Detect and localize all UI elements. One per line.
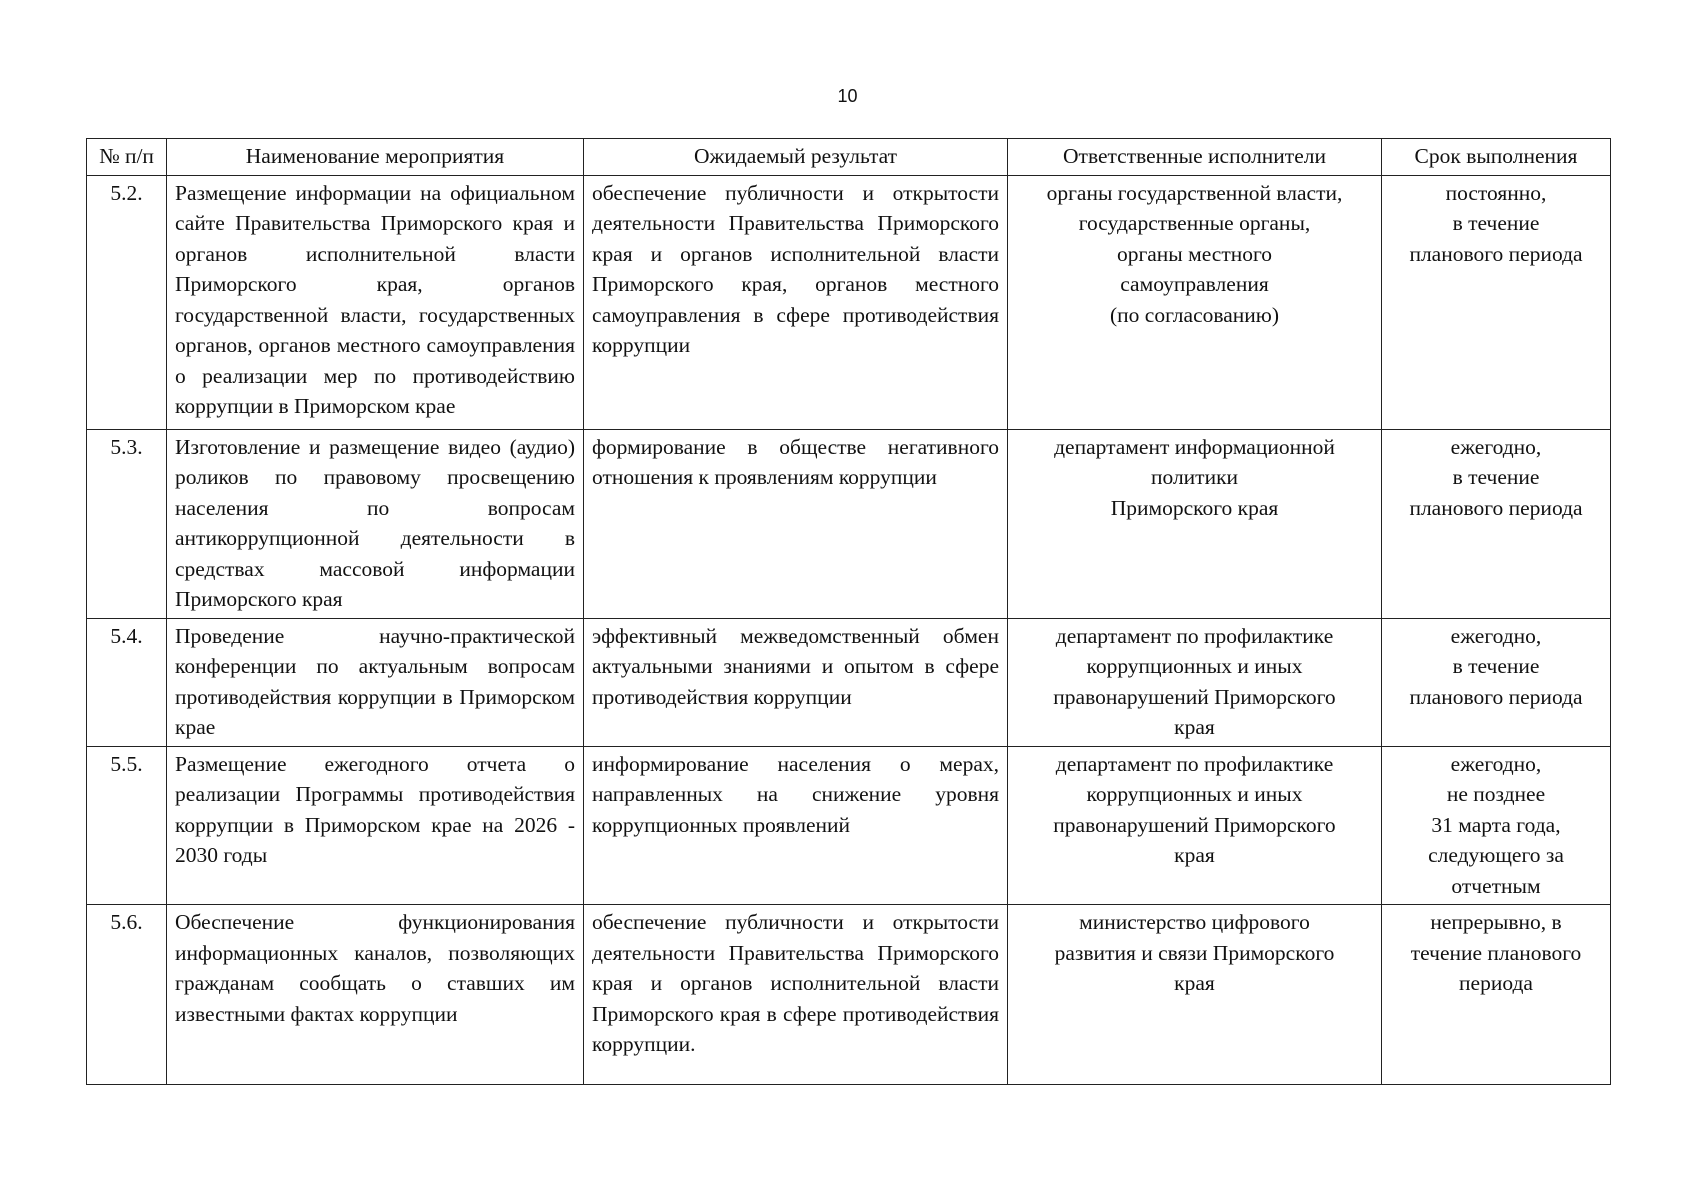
term-line: периода — [1459, 971, 1533, 995]
term-line: ежегодно, — [1450, 434, 1542, 459]
responsible-executors — [1008, 618, 1382, 746]
page-number: 10 — [837, 86, 858, 106]
expected-result: обеспечение публичности и открытости деятельности Правительства Приморского края и органов исполнительной власти Приморского края, органов местного самоуправления в сфере противодействия коррупции — [584, 175, 1008, 429]
term-line: планового периода — [1409, 495, 1583, 520]
executors-line: Приморского края — [1110, 495, 1279, 520]
term-line: ежегодно, — [1450, 751, 1542, 776]
term-line: течение планового — [1410, 940, 1582, 965]
activity-name: Размещение информации на официальном сайте Правительства Приморского края и органов исполнительной власти Приморского края, органов государственной власти, государственных органов, органов местного самоуправления о реализации мер по противодействию коррупции в Приморском крае — [167, 175, 584, 429]
term-line: постоянно, — [1445, 180, 1547, 205]
activity-name: Обеспечение функционирования информационных каналов, позволяющих гражданам сообщать о ставших им известными фактах коррупции — [167, 905, 584, 1085]
header-num: № п/п — [87, 139, 167, 176]
executors-line: развития и связи Приморского — [1054, 940, 1335, 965]
expected-result: обеспечение публичности и открытости деятельности Правительства Приморского края и органов исполнительной власти Приморского края в сфере противодействия коррупции. — [584, 905, 1008, 1085]
activity-name: Изготовление и размещение видео (аудио) роликов по правовому просвещению населения по вопросам антикоррупционной деятельности в средствах массовой информации Приморского края — [167, 429, 584, 618]
row-number: 5.4. — [87, 618, 167, 746]
activity-name: Размещение ежегодного отчета о реализации Программы противодействия коррупции в Приморском крае на 2026 - 2030 годы — [167, 746, 584, 905]
executors-line: правонарушений Приморского — [1053, 684, 1336, 709]
table-row — [87, 429, 1611, 618]
executors-line: самоуправления — [1120, 272, 1269, 296]
executors-line: края — [1174, 843, 1215, 867]
executors-line: органы местного — [1116, 241, 1273, 266]
completion-term — [1382, 618, 1611, 746]
row-number: 5.6. — [87, 905, 167, 1085]
responsible-executors — [1008, 429, 1382, 618]
executors-line: департамент по профилактике — [1055, 751, 1334, 776]
executors-line: коррупционных и иных — [1086, 654, 1303, 678]
row-number: 5.2. — [87, 175, 167, 429]
expected-result: эффективный межведомственный обмен актуальными знаниями и опытом в сфере противодействия коррупции — [584, 618, 1008, 746]
executors-line: правонарушений Приморского — [1053, 812, 1336, 837]
activity-name: Проведение научно-практической конференции по актуальным вопросам противодействия коррупции в Приморском крае — [167, 618, 584, 746]
executors-line: министерство цифрового — [1079, 910, 1310, 934]
table-row — [87, 618, 1611, 746]
row-number: 5.5. — [87, 746, 167, 905]
responsible-executors — [1008, 175, 1382, 429]
executors-line: государственные органы, — [1078, 211, 1311, 235]
header-executors: Ответственные исполнители — [1008, 139, 1382, 176]
completion-term — [1382, 905, 1611, 1085]
table-row — [87, 175, 1611, 429]
header-name: Наименование мероприятия — [167, 139, 584, 176]
header-result: Ожидаемый результат — [584, 139, 1008, 176]
term-line: планового периода — [1409, 241, 1583, 266]
expected-result: информирование населения о мерах, направленных на снижение уровня коррупционных проявлений — [584, 746, 1008, 905]
executors-line: края — [1174, 715, 1215, 739]
header-term: Срок выполнения — [1382, 139, 1611, 176]
completion-term — [1382, 746, 1611, 905]
completion-term — [1382, 429, 1611, 618]
executors-line: департамент по профилактике — [1055, 623, 1334, 648]
executors-line: коррупционных и иных — [1086, 782, 1303, 806]
row-number: 5.3. — [87, 429, 167, 618]
term-line: не позднее — [1446, 782, 1546, 806]
term-line: следующего за — [1428, 843, 1564, 867]
executors-line: края — [1174, 971, 1215, 995]
responsible-executors — [1008, 905, 1382, 1085]
term-line: 31 марта года, — [1431, 812, 1561, 837]
term-line: в течение — [1452, 211, 1540, 235]
table-header-row — [87, 139, 1611, 176]
term-line: в течение — [1452, 465, 1540, 489]
executors-line: органы государственной власти, — [1046, 180, 1343, 205]
term-line: ежегодно, — [1450, 623, 1542, 648]
completion-term — [1382, 175, 1611, 429]
term-line: планового периода — [1409, 684, 1583, 709]
term-line: непрерывно, в — [1430, 910, 1562, 934]
table-row — [87, 746, 1611, 905]
executors-line: политики — [1150, 465, 1239, 489]
term-line: в течение — [1452, 654, 1540, 678]
table-row — [87, 905, 1611, 1085]
expected-result: формирование в обществе негативного отношения к проявлениям коррупции — [584, 429, 1008, 618]
responsible-executors — [1008, 746, 1382, 905]
executors-line: департамент информационной — [1054, 434, 1335, 459]
term-line: отчетным — [1451, 873, 1541, 898]
action-plan-table — [86, 138, 1611, 1085]
executors-line: (по согласованию) — [1109, 302, 1280, 327]
